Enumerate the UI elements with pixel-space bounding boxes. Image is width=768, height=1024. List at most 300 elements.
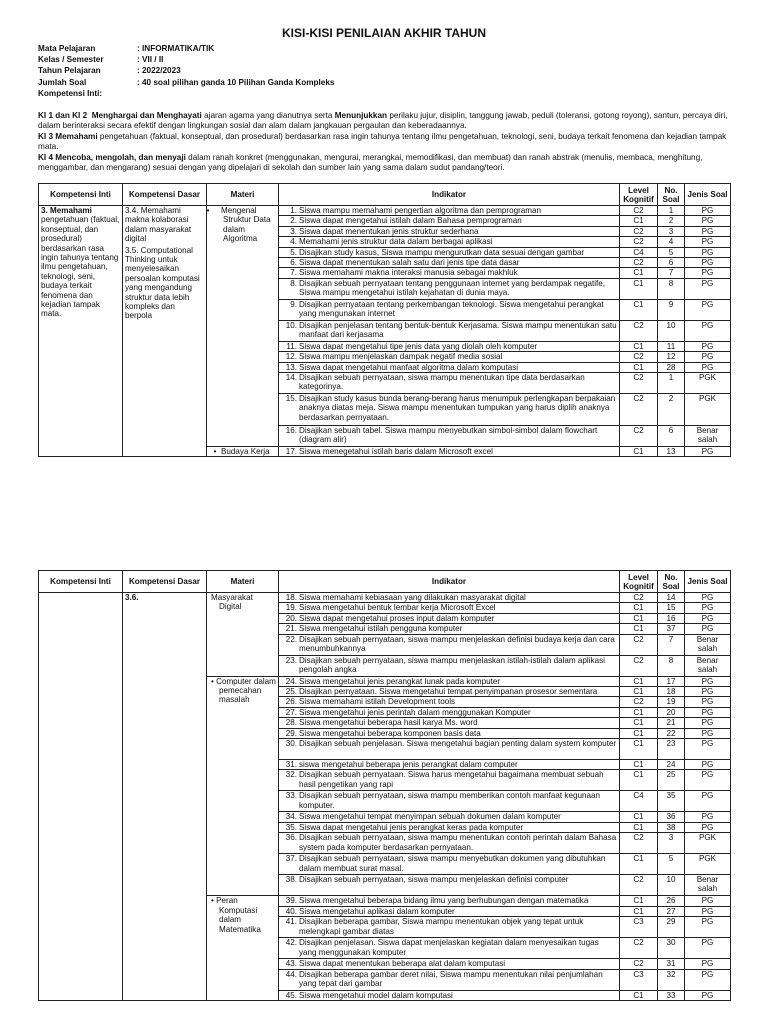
meta-label: Jumlah Soal — [38, 77, 87, 87]
indikator-number: 41. — [285, 917, 297, 927]
ki-1-2: KI 1 dan KI 2 Menghargai dan Menghayati ajaran agama yang dianutnya serta Menunjukkan perilaku jujur, disiplin, tanggung jawab, peduli (toleransi, gotong royong), santun, percaya diri, dalam berinteraksi secara efektif dengan lingkungan sosial dan alam dalam jangkauan pergaulan dan keberadaannya. — [38, 111, 728, 131]
no-soal-cell: 12 — [658, 352, 685, 362]
indikator-number: 12. — [285, 352, 297, 362]
indikator-cell — [279, 687, 620, 697]
indikator-cell — [279, 697, 620, 707]
indikator-cell — [279, 822, 620, 832]
header-indikator: Indikator — [279, 184, 620, 206]
jenis-soal-cell: PG — [685, 687, 731, 697]
indikator-number: 43. — [285, 959, 297, 969]
jenis-soal-cell: PG — [685, 341, 731, 351]
indikator-text: Siswa mampu menjelaskan dampak negatif media sosial — [299, 352, 503, 362]
meta-row — [38, 65, 334, 76]
indikator-number: 5. — [290, 247, 297, 257]
indikator-number: 10. — [285, 320, 297, 330]
indikator-number: 2. — [290, 216, 297, 226]
meta-label: Tahun Pelajaran — [38, 66, 101, 76]
bullet-icon: • — [211, 896, 217, 906]
ki-block — [38, 111, 730, 173]
indikator-cell — [279, 875, 620, 896]
indikator-number: 38. — [285, 875, 297, 885]
indikator-text: Disajikan sebuah pernyataan, siswa mampu menjelaskan istilah-istilah dalam aplikasi pengolah angka — [299, 655, 605, 675]
header-ki: Kompetensi Inti — [39, 184, 123, 206]
meta-block — [38, 43, 334, 99]
indikator-cell — [279, 896, 620, 906]
jenis-soal-cell: PG — [685, 822, 731, 832]
indikator-cell — [279, 676, 620, 686]
jenis-soal-cell: PG — [685, 812, 731, 822]
jenis-soal-cell: Benar salah — [685, 655, 731, 676]
indikator-number: 22. — [285, 634, 297, 644]
materi-cell — [207, 206, 279, 447]
level-cell: C1 — [620, 447, 658, 457]
jenis-soal-cell: PG — [685, 791, 731, 812]
meta-row — [38, 43, 334, 54]
jenis-soal-cell: PG — [685, 718, 731, 728]
indikator-cell — [279, 812, 620, 822]
no-soal-cell: 36 — [658, 812, 685, 822]
indikator-cell — [279, 854, 620, 875]
indikator-text: Disajikan beberapa gambar, Siswa mampu menentukan objek yang tepat untuk melengkapi gambar diatas — [299, 917, 584, 936]
materi-cell — [207, 896, 279, 1001]
jenis-soal-cell: PG — [685, 258, 731, 268]
no-soal-cell: 17 — [658, 676, 685, 686]
indikator-cell — [279, 299, 620, 320]
meta-value: : VII / II — [137, 55, 164, 65]
materi-item: Masyarakat Digital — [211, 593, 253, 612]
indikator-cell — [279, 990, 620, 1000]
indikator-cell — [279, 320, 620, 341]
jenis-soal-cell: PG — [685, 299, 731, 320]
level-cell: C2 — [620, 258, 658, 268]
jenis-soal-cell: PG — [685, 938, 731, 959]
jenis-soal-cell: PG — [685, 770, 731, 791]
no-soal-cell: 10 — [658, 320, 685, 341]
indikator-text: Siswa mengetahui model dalam komputasi — [299, 990, 453, 1000]
indikator-cell — [279, 613, 620, 623]
indikator-text: Siswa mengetahui jenis perintah dalam menggunakan Komputer — [299, 707, 531, 717]
indikator-number: 45. — [285, 990, 297, 1000]
indikator-text: Disajikan study kasus bunda berang-berang harus menumpuk perlengkapan berpakaian anaknya diatas meja. Siswa mampu menentukan tumpukan yang harus diplih anaknya berdasarkan pernyataan. — [299, 394, 616, 422]
no-soal-cell: 15 — [658, 603, 685, 613]
indikator-number: 44. — [285, 969, 297, 979]
jenis-soal-cell: PG — [685, 216, 731, 226]
indikator-number: 25. — [285, 687, 297, 697]
bullet-icon: • — [213, 447, 217, 457]
jenis-soal-cell: PGK — [685, 833, 731, 854]
no-soal-cell: 35 — [658, 791, 685, 812]
level-cell: C2 — [620, 655, 658, 676]
level-cell: C1 — [620, 728, 658, 738]
indikator-text: siswa mengetahui beberapa jenis perangkat dalam computer — [299, 760, 518, 770]
level-cell: C1 — [620, 854, 658, 875]
indikator-cell — [279, 770, 620, 791]
header-indikator: Indikator — [279, 571, 620, 593]
indikator-number: 7. — [290, 268, 297, 278]
indikator-number: 30. — [285, 739, 297, 749]
no-soal-cell: 31 — [658, 959, 685, 969]
level-cell: C2 — [620, 833, 658, 854]
no-soal-cell: 28 — [658, 362, 685, 372]
level-cell: C1 — [620, 603, 658, 613]
header-kd: Kompetensi Dasar — [123, 184, 207, 206]
no-soal-cell: 24 — [658, 760, 685, 770]
level-cell: C1 — [620, 613, 658, 623]
indikator-number: 36. — [285, 833, 297, 843]
indikator-text: Disajikan beberapa gambar deret nilai, Siswa mampu menentukan nilai penjumlahan yang tepat dari gambar — [299, 969, 603, 988]
no-soal-cell: 21 — [658, 718, 685, 728]
indikator-text: Siswa mampu memahami pengertian algoritma dan pemprograman — [299, 206, 542, 215]
indikator-cell — [279, 394, 620, 426]
indikator-text: Disajikan sebuah pernyataan, siswa mampu menyebutkan dokumen yang dibutuhkan dalam membuat surat masal. — [299, 854, 606, 873]
bullet-icon: • — [211, 676, 217, 686]
no-soal-cell: 10 — [658, 875, 685, 896]
no-soal-cell: 5 — [658, 247, 685, 257]
jenis-soal-cell: PG — [685, 593, 731, 603]
indikator-number: 31. — [285, 760, 297, 770]
ki-4: KI 4 Mencoba, mengolah, dan menyaji dalam ranah konkret (menggunakan, mengurai, merangkai, memodifikasi, dan membuat) dan ranah abstrak (menulis, membaca, menghitung, menggambar, dan mengarang) sesuai dengan yang dipelajari di sekolah dan sumber lain yang sama dalam sudut pandang/teori. — [38, 152, 703, 173]
indikator-number: 23. — [285, 655, 297, 665]
materi-cell — [207, 676, 279, 896]
indikator-cell — [279, 728, 620, 738]
indikator-text: Disajikan sebuah tabel. Siswa mampu menyebutkan simbol-simbol dalam flowchart (diagram alir) — [299, 426, 598, 445]
jenis-soal-cell: PG — [685, 613, 731, 623]
no-soal-cell: 7 — [658, 634, 685, 655]
level-cell: C1 — [620, 341, 658, 351]
level-cell: C2 — [620, 593, 658, 603]
no-soal-cell: 27 — [658, 906, 685, 916]
kisi-table-1 — [38, 183, 731, 457]
indikator-number: 21. — [285, 624, 297, 634]
no-soal-cell: 37 — [658, 624, 685, 634]
no-soal-cell: 8 — [658, 278, 685, 299]
materi-cell — [207, 593, 279, 677]
no-soal-cell: 20 — [658, 707, 685, 717]
jenis-soal-cell: PG — [685, 906, 731, 916]
indikator-number: 33. — [285, 791, 297, 801]
jenis-soal-cell: PG — [685, 959, 731, 969]
indikator-text: Siswa dapat menentukan beberapa alat dalam komputasi — [299, 959, 506, 969]
meta-value: : INFORMATIKA/TIK — [137, 44, 215, 53]
kd-cell — [123, 593, 207, 1001]
indikator-cell — [279, 352, 620, 362]
indikator-number: 40. — [285, 906, 297, 916]
header-kd: Kompetensi Dasar — [123, 571, 207, 593]
meta-row — [38, 54, 334, 65]
no-soal-cell: 1 — [658, 206, 685, 216]
indikator-cell — [279, 603, 620, 613]
indikator-cell — [279, 362, 620, 372]
header-level: Level Kognitif — [620, 184, 658, 206]
indikator-text: Disajikan sebuah pernyataan, siswa mampu menjelaskan definisi computer — [299, 875, 569, 885]
level-cell: C1 — [620, 812, 658, 822]
jenis-soal-cell: PG — [685, 320, 731, 341]
jenis-soal-cell: PG — [685, 896, 731, 906]
no-soal-cell: 23 — [658, 739, 685, 760]
indikator-cell — [279, 917, 620, 938]
jenis-soal-cell: PG — [685, 268, 731, 278]
level-cell: C1 — [620, 362, 658, 372]
indikator-text: Disajikan study kasus, Siswa mampu mengurutkan data sesuai dengan gambar — [299, 247, 585, 257]
level-cell: C2 — [620, 373, 658, 394]
jenis-soal-cell: PG — [685, 676, 731, 686]
level-cell: C2 — [620, 875, 658, 896]
jenis-soal-cell: PG — [685, 226, 731, 236]
indikator-text: Siswa mengetahui beberapa hasil karya Ms. word — [299, 718, 478, 728]
meta-label: Kelas / Semester — [38, 55, 104, 65]
no-soal-cell: 38 — [658, 822, 685, 832]
no-soal-cell: 3 — [658, 226, 685, 236]
indikator-cell — [279, 447, 620, 457]
indikator-number: 18. — [285, 593, 297, 602]
indikator-number: 28. — [285, 718, 297, 728]
no-soal-cell: 30 — [658, 938, 685, 959]
level-cell: C4 — [620, 247, 658, 257]
indikator-number: 14. — [285, 373, 297, 383]
indikator-number: 24. — [285, 676, 297, 686]
indikator-cell — [279, 760, 620, 770]
ki-cell — [39, 593, 123, 1001]
indikator-number: 34. — [285, 812, 297, 822]
ki-text: pengetahuan (faktual, konseptual, dan prosedural) berdasarkan rasa ingin tahunya tentang ilmu pengetahuan, teknologi, seni, budaya terkait fenomena dan kejadian tampak mata. — [41, 215, 120, 319]
indikator-text: Memahami jenis struktur data dalam berbagai aplikasi — [299, 237, 493, 247]
no-soal-cell: 2 — [658, 216, 685, 226]
indikator-number: 6. — [290, 258, 297, 268]
indikator-number: 17. — [285, 447, 297, 457]
indikator-text: Disajikan sebuah pernyataan, siswa mampu menentukan tipe data berdasarkan kategorinya. — [299, 373, 585, 392]
jenis-soal-cell: Benar salah — [685, 875, 731, 896]
indikator-text: Disajikan penjelasan. Siswa dapat menjelaskan kegiatan dalam menyesaikan tugas yang menggunakan komputer — [299, 938, 599, 957]
materi-item: • Computer dalam pemecahan masalah — [211, 676, 276, 705]
level-cell: C2 — [620, 206, 658, 216]
indikator-text: Disajikan sebuah pernyataan, siswa mampu menentukan contoh perintah dalam Bahasa system pada komputer berdasarkan pernyataan. — [299, 833, 617, 852]
meta-value: : 40 soal pilihan ganda 10 Pilihan Ganda Kompleks — [137, 77, 335, 87]
indikator-text: Disajikan sebuah penjelasan. Siswa mengetahui bagian penting dalam system komputer — [299, 739, 617, 749]
indikator-cell — [279, 426, 620, 447]
level-cell: C2 — [620, 959, 658, 969]
jenis-soal-cell: Benar salah — [685, 634, 731, 655]
materi-item: • Mengenal Struktur Data dalam Algoritma — [206, 206, 271, 244]
materi-cell — [207, 447, 279, 457]
bullet-icon: • — [206, 206, 210, 215]
kisi-table-2 — [38, 570, 731, 1001]
level-cell: C1 — [620, 990, 658, 1000]
indikator-text: Disajikan pernyataan. Siswa mengetahui tempat penyimpanan prosesor sementara — [299, 687, 598, 697]
indikator-number: 42. — [285, 938, 297, 948]
no-soal-cell: 9 — [658, 299, 685, 320]
indikator-text: Siswa menegetahui istilah baris dalam Microsoft excel — [299, 447, 493, 457]
indikator-text: Siswa dapat mengetahui istilah dalam Bahasa pemprograman — [299, 216, 522, 226]
level-cell: C2 — [620, 352, 658, 362]
no-soal-cell: 4 — [658, 237, 685, 247]
kd-3-5: 3.5. Computational Thinking untuk menyelesaikan persoalan komputasi yang mengandung struktur data lebih kompleks dan berpola — [125, 245, 200, 321]
indikator-cell — [279, 718, 620, 728]
no-soal-cell: 14 — [658, 593, 685, 603]
indikator-text: Siswa mengetahui bentuk lembar kerja Microsoft Excel — [299, 603, 496, 613]
jenis-soal-cell: PGK — [685, 373, 731, 394]
header-jenis-soal: Jenis Soal — [685, 184, 731, 206]
level-cell: C1 — [620, 299, 658, 320]
level-cell: C1 — [620, 216, 658, 226]
level-cell: C1 — [620, 718, 658, 728]
table-row — [39, 206, 731, 216]
level-cell: C4 — [620, 791, 658, 812]
indikator-number: 37. — [285, 854, 297, 864]
no-soal-cell: 6 — [658, 426, 685, 447]
indikator-cell — [279, 373, 620, 394]
level-cell: C1 — [620, 676, 658, 686]
indikator-text: Siswa mengetahui tempat menyimpan sebuah dokumen dalam komputer — [299, 812, 561, 822]
no-soal-cell: 16 — [658, 613, 685, 623]
indikator-cell — [279, 739, 620, 760]
indikator-number: 3. — [290, 226, 297, 236]
level-cell: C2 — [620, 320, 658, 341]
jenis-soal-cell: PG — [685, 237, 731, 247]
jenis-soal-cell: PG — [685, 603, 731, 613]
indikator-number: 1. — [290, 206, 297, 215]
indikator-cell — [279, 969, 620, 990]
kd-3-6: 3.6. — [125, 593, 139, 602]
indikator-text: Siswa memahami makna interaksi manusia sebagai makhluk — [299, 268, 518, 278]
indikator-cell — [279, 833, 620, 854]
indikator-cell — [279, 206, 620, 216]
jenis-soal-cell: PG — [685, 206, 731, 216]
jenis-soal-cell: PG — [685, 278, 731, 299]
indikator-number: 13. — [285, 362, 297, 372]
no-soal-cell: 33 — [658, 990, 685, 1000]
jenis-soal-cell: Benar salah — [685, 426, 731, 447]
jenis-soal-cell: PG — [685, 760, 731, 770]
header-level: Level Kognitif — [620, 571, 658, 593]
indikator-number: 11. — [286, 341, 297, 351]
materi-item: • Peran Komputasi dalam Matematika — [211, 896, 261, 934]
table-row — [39, 593, 731, 603]
no-soal-cell: 11 — [658, 341, 685, 351]
level-cell: C1 — [620, 687, 658, 697]
level-cell: C1 — [620, 906, 658, 916]
jenis-soal-cell: PGK — [685, 854, 731, 875]
materi-item: • Budaya Kerja — [209, 447, 276, 456]
indikator-number: 16. — [285, 426, 297, 436]
no-soal-cell: 19 — [658, 697, 685, 707]
indikator-number: 8. — [290, 278, 297, 288]
level-cell: C1 — [620, 268, 658, 278]
jenis-soal-cell: PG — [685, 917, 731, 938]
indikator-cell — [279, 226, 620, 236]
indikator-text: Siswa mengetahui aplikasi dalam komputer — [299, 906, 455, 916]
kd-cell — [123, 206, 207, 457]
jenis-soal-cell: PG — [685, 447, 731, 457]
header-no-soal: No. Soal — [658, 571, 685, 593]
indikator-text: Disajikan sebuah pernyataan tentang penggunaan internet yang berdampak negatife, Siswa mampu mengetahui istilah kejahatan di dunia maya. — [299, 278, 605, 298]
level-cell: C1 — [620, 278, 658, 299]
ki-cell — [39, 206, 123, 457]
level-cell: C3 — [620, 917, 658, 938]
header-materi: Materi — [207, 184, 279, 206]
indikator-cell — [279, 278, 620, 299]
indikator-number: 20. — [285, 613, 297, 623]
indikator-cell — [279, 938, 620, 959]
level-cell: C1 — [620, 739, 658, 760]
jenis-soal-cell: PG — [685, 707, 731, 717]
indikator-cell — [279, 216, 620, 226]
indikator-cell — [279, 634, 620, 655]
kd-3-4: 3.4. Memahami makna kolaborasi dalam masyarakat digital — [125, 206, 192, 244]
indikator-number: 26. — [285, 697, 297, 707]
no-soal-cell: 25 — [658, 770, 685, 791]
no-soal-cell: 29 — [658, 917, 685, 938]
indikator-cell — [279, 341, 620, 351]
indikator-cell — [279, 791, 620, 812]
jenis-soal-cell: PG — [685, 739, 731, 760]
jenis-soal-cell: PGK — [685, 394, 731, 426]
level-cell: C1 — [620, 624, 658, 634]
indikator-text: Disajikan sebuah pernyataan, siswa mampu menjelaskan definisi budaya kerja dan cara menumbuhkannya — [299, 634, 615, 654]
no-soal-cell: 5 — [658, 854, 685, 875]
indikator-text: Siswa dapat menentukan jenis struktur sederhana — [299, 226, 479, 236]
jenis-soal-cell: PG — [685, 697, 731, 707]
no-soal-cell: 26 — [658, 896, 685, 906]
indikator-cell — [279, 237, 620, 247]
level-cell: C2 — [620, 226, 658, 236]
indikator-text: Siswa dapat mengetahui jenis perangkat keras pada komputer — [299, 822, 524, 832]
indikator-text: Siswa mengetahui beberapa komponen basis data — [299, 728, 481, 738]
header-ki: Kompetensi Inti — [39, 571, 123, 593]
indikator-number: 32. — [285, 770, 297, 780]
indikator-text: Siswa dapat menentukan salah satu dari jenis tipe data dasar — [299, 258, 520, 268]
indikator-cell — [279, 655, 620, 676]
no-soal-cell: 3 — [658, 833, 685, 854]
indikator-number: 9. — [290, 299, 297, 309]
header-jenis-soal: Jenis Soal — [685, 571, 731, 593]
level-cell: C1 — [620, 770, 658, 791]
no-soal-cell: 22 — [658, 728, 685, 738]
no-soal-cell: 18 — [658, 687, 685, 697]
indikator-number: 15. — [285, 394, 297, 404]
indikator-cell — [279, 593, 620, 603]
indikator-cell — [279, 624, 620, 634]
document-title: KISI-KISI PENILAIAN AKHIR TAHUN — [282, 26, 486, 40]
jenis-soal-cell: PG — [685, 352, 731, 362]
no-soal-cell: 6 — [658, 258, 685, 268]
indikator-text: Siswa memahami kebiasaan yang dilakukan masyarakat digital — [299, 593, 526, 602]
indikator-text: Siswa mengetahui jenis perangkat lunak pada komputer — [299, 676, 501, 686]
ki-title: 3. Memahami — [41, 206, 92, 215]
jenis-soal-cell: PG — [685, 624, 731, 634]
indikator-text: Disajikan penjelasan tentang bentuk-bentuk Kerjasama. Siswa mampu menentukan satu manfaat dari kerjasama — [299, 320, 617, 340]
header-no-soal: No. Soal — [658, 184, 685, 206]
meta-value: : 2022/2023 — [137, 66, 181, 76]
jenis-soal-cell: PG — [685, 247, 731, 257]
level-cell: C3 — [620, 969, 658, 990]
indikator-number: 19. — [285, 603, 297, 613]
indikator-text: Siswa dapat mengetahui manfaat algoritma dalam komputasi — [299, 362, 519, 372]
ki-3: KI 3 Memahami pengetahuan (faktual, konseptual, dan prosedural) berdasarkan rasa ingin tahunya tentang ilmu pengetahuan, teknologi, seni, budaya terkait fenomena dan kejadian tampak mata. — [38, 131, 727, 152]
jenis-soal-cell: PG — [685, 990, 731, 1000]
no-soal-cell: 13 — [658, 447, 685, 457]
indikator-text: Siswa dapat mengetahui proses input dalam komputer — [299, 613, 495, 623]
meta-label: Mata Pelajaran — [38, 44, 96, 53]
level-cell: C1 — [620, 760, 658, 770]
indikator-text: Disajikan sebuah pernyataan. Siswa harus mengetahui bagaimana membuat sebuah hasil pengetikan yang rapi — [299, 770, 604, 789]
level-cell: C1 — [620, 896, 658, 906]
level-cell: C2 — [620, 394, 658, 426]
indikator-cell — [279, 247, 620, 257]
indikator-number: 29. — [285, 728, 297, 738]
indikator-text: Siswa mengetahui beberapa bidang ilmu yang berhubungan dengan matematika — [299, 896, 589, 906]
meta-row — [38, 88, 334, 99]
no-soal-cell: 8 — [658, 655, 685, 676]
